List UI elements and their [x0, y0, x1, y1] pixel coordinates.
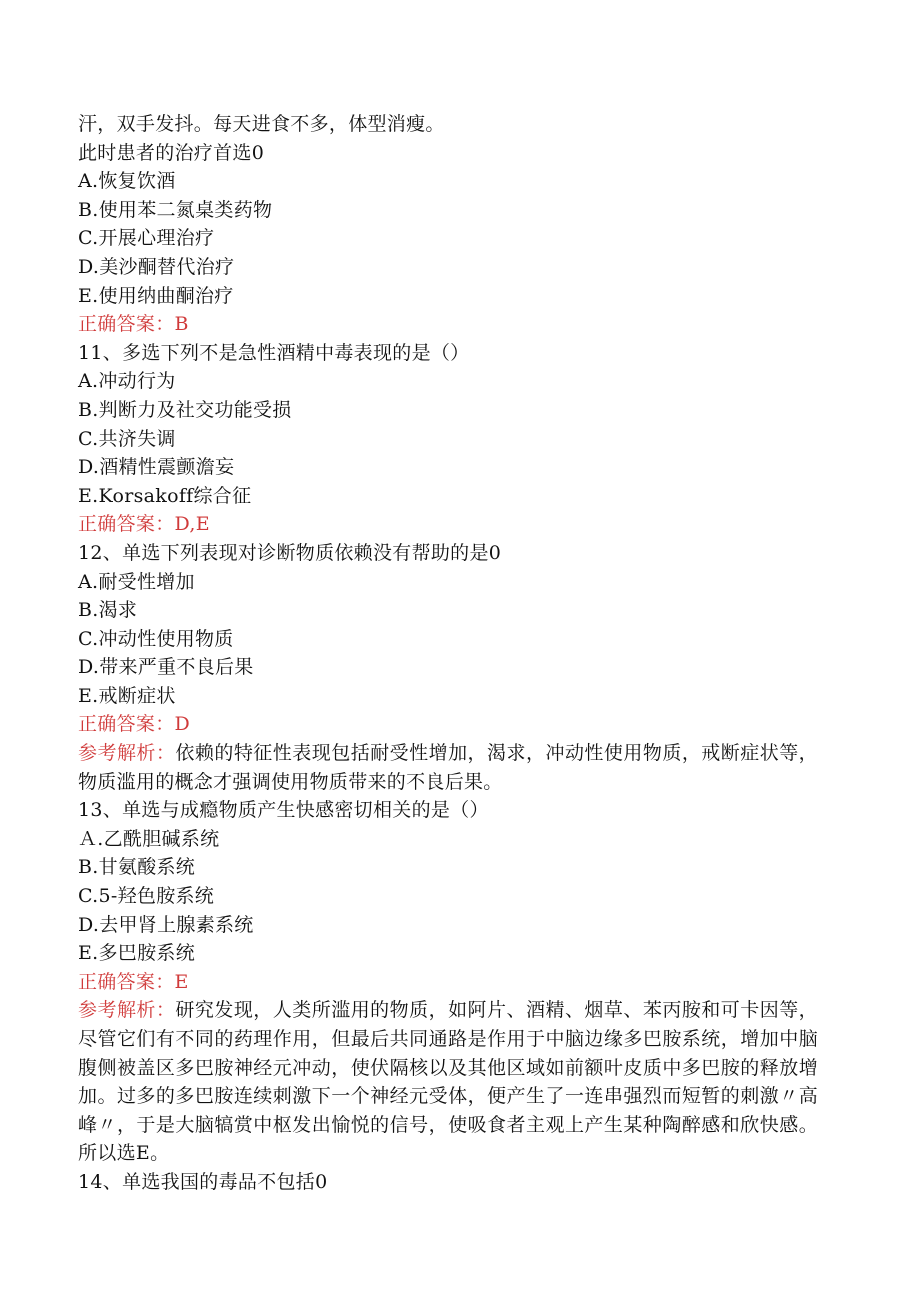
q10-answer: 正确答案：B: [78, 313, 189, 336]
q13-analysis: [78, 996, 818, 1168]
q13-option-a: Ａ.乙酰胆碱系统: [78, 827, 220, 850]
q12-question: 12、单选下列表现对诊断物质依赖没有帮助的是0: [78, 541, 502, 564]
q11-option-d: D.酒精性震颤澹妄: [78, 456, 235, 479]
q10-question: 此时患者的治疗首选0: [78, 141, 265, 164]
q12-answer: 正确答案：D: [78, 713, 191, 736]
document-page: [78, 110, 818, 1197]
q11-question: 11、多选下列不是急性酒精中毒表现的是（）: [78, 341, 470, 364]
q13-analysis-text: 研究发现，人类所滥用的物质，如阿片、酒精、烟草、苯丙胺和可卡因等，尽管它们有不同的药理作用，但最后共同通路是作用于中脑边缘多巴胺系统，增加中脑腹侧被盖区多巴胺神经元冲动，使伏隔核以及其他区域如前额叶皮质中多巴胺的释放增加。过多的多巴胺连续刺激下一个神经元受体，便产生了一连串强烈而短暂的刺激〃高峰〃，于是大脑犒赏中枢发出愉悦的信号，使吸食者主观上产生某种陶醉感和欣快感。所以选E。: [78, 999, 818, 1165]
q12-option-b: B.渴求: [78, 599, 138, 622]
q13-option-b: B.甘氨酸系统: [78, 856, 196, 879]
q10-option-e: E.使用纳曲酮治疗: [78, 284, 234, 307]
q11-answer: 正确答案：D,E: [78, 513, 210, 536]
q10-option-a: A.恢复饮酒: [78, 170, 176, 193]
q14-question: 14、单选我国的毒品不包括0: [78, 1170, 328, 1193]
q10-option-d: D.美沙酮替代治疗: [78, 255, 235, 278]
q13-option-d: D.去甲肾上腺素系统: [78, 913, 254, 936]
q12-analysis-text: 依赖的特征性表现包括耐受性增加，渴求，冲动性使用物质，戒断症状等，物质滥用的概念才强调使用物质带来的不良后果。: [78, 742, 818, 793]
q11-option-b: B.判断力及社交功能受损: [78, 398, 292, 421]
q12-analysis: [78, 739, 818, 796]
q12-analysis-label: 参考解析：: [78, 742, 176, 765]
q12-option-d: D.带来严重不良后果: [78, 656, 254, 679]
q10-stem-continuation: 汗，双手发抖。每天进食不多，体型消瘦。: [78, 113, 445, 135]
q13-question: 13、单选与成瘾物质产生快感密切相关的是（）: [78, 799, 489, 822]
q12-option-c: C.冲动性使用物质: [78, 627, 234, 650]
q13-analysis-label: 参考解析：: [78, 999, 176, 1022]
q13-option-c: C.5-羟色胺系统: [78, 885, 215, 908]
q11-option-a: A.冲动行为: [78, 370, 176, 393]
q12-option-e: E.戒断症状: [78, 684, 176, 707]
q10-option-b: B.使用苯二氮桌类药物: [78, 198, 273, 221]
q11-option-c: C.共济失调: [78, 427, 176, 450]
q10-option-c: C.开展心理治疗: [78, 227, 215, 250]
q13-answer: 正确答案：E: [78, 970, 189, 993]
q13-option-e: E.多巴胺系统: [78, 942, 196, 965]
q12-option-a: A.耐受性增加: [78, 570, 195, 593]
q11-option-e: E.Korsakoff综合征: [78, 484, 252, 507]
